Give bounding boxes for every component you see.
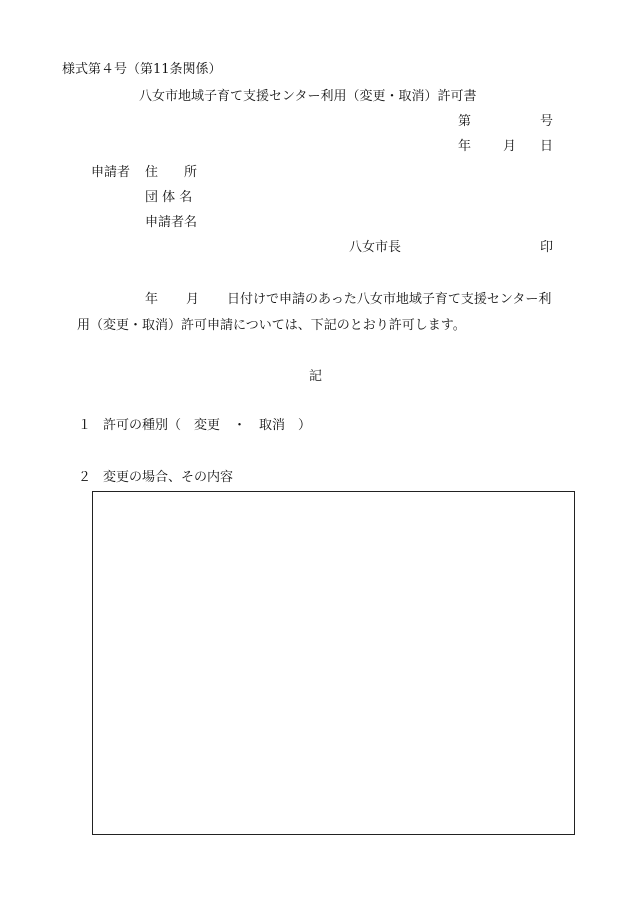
item1-number: １ bbox=[78, 418, 92, 433]
issue-date-day: 日 bbox=[540, 139, 554, 154]
body-line2: 用（変更・取消）許可申請については、下記のとおり許可します。 bbox=[77, 318, 466, 333]
change-details-box bbox=[92, 491, 575, 835]
applicant-label: 申請者 bbox=[91, 165, 131, 180]
doc-number-go: 号 bbox=[540, 114, 554, 129]
doc-number-dai: 第 bbox=[458, 114, 472, 129]
body-line1: 日付けで申請のあった八女市地域子育て支援センター利 bbox=[227, 292, 552, 307]
issue-date-month: 月 bbox=[503, 139, 517, 154]
ki-heading: 記 bbox=[309, 369, 323, 384]
issuer-title: 八女市長 bbox=[349, 240, 402, 255]
item1-label: 許可の種別（ 変更 ・ 取消 ） bbox=[103, 418, 312, 433]
applicant-name-label: 申請者名 bbox=[145, 215, 198, 230]
body-year: 年 bbox=[145, 292, 159, 307]
seal-mark: 印 bbox=[540, 240, 554, 255]
item2-number: ２ bbox=[78, 470, 92, 485]
address-label: 住 所 bbox=[145, 165, 198, 180]
body-month: 月 bbox=[186, 292, 200, 307]
form-number: 様式第４号（第11条関係） bbox=[62, 62, 222, 77]
item2-label: 変更の場合、その内容 bbox=[103, 470, 234, 485]
group-name-label: 団 体 名 bbox=[145, 190, 193, 205]
document-title: 八女市地域子育て支援センター利用（変更・取消）許可書 bbox=[139, 89, 477, 104]
issue-date-year: 年 bbox=[458, 139, 472, 154]
